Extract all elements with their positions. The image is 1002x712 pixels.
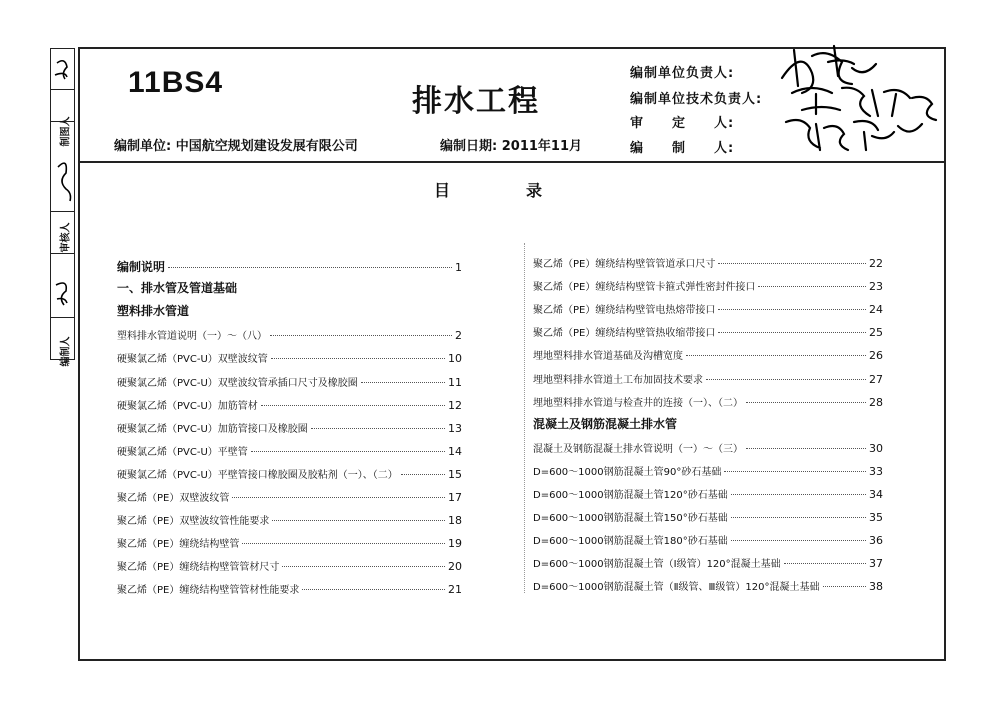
role-approver: 审 定 人: [630, 116, 735, 131]
toc-entry[interactable] [533, 278, 883, 293]
toc-entry[interactable] [533, 324, 883, 339]
toc-entry-title: D=600～1000钢筋混凝土管150°砂石基础 [533, 513, 728, 525]
toc-leader-dots [784, 563, 866, 564]
toc-entry-title: 聚乙烯（PE）缠绕结构壁管管材尺寸 [117, 562, 280, 574]
role-unit-head: 编制单位负责人: [630, 66, 735, 81]
toc-leader-dots [272, 520, 445, 521]
toc-leader-dots [746, 402, 866, 403]
toc-entry[interactable] [533, 463, 883, 478]
toc-leader-dots [168, 267, 452, 268]
toc-entry-page: 27 [869, 372, 883, 386]
toc-entry-title: 聚乙烯（PE）缠绕结构壁管管材性能要求 [117, 585, 300, 597]
toc-entry-title: 塑料排水管道说明（一）～（八） [117, 331, 267, 343]
toc-entry[interactable] [117, 397, 462, 412]
role-tech-head: 编制单位技术负责人: [630, 92, 763, 107]
toc-entry[interactable] [533, 486, 883, 501]
toc-entry[interactable] [533, 555, 883, 570]
toc-entry[interactable] [533, 394, 883, 409]
toc-entry-page: 20 [448, 560, 462, 574]
compile-date [440, 135, 582, 154]
header-divider [78, 161, 946, 163]
toc-section-heading: 一、排水管及管道基础 [117, 281, 238, 296]
sidebar-label-drafter: 制图人 [60, 116, 72, 147]
toc-entry-title: 硬聚氯乙烯（PVC-U）双壁波纹管承插口尺寸及橡胶圈 [117, 377, 358, 389]
toc-entry-page: 25 [869, 326, 883, 340]
toc-leader-dots [731, 540, 866, 541]
sidebar-label-reviewer: 审核人 [60, 222, 72, 253]
compiling-unit [114, 135, 358, 154]
toc-entry-title: 聚乙烯（PE）缠绕结构壁管管道承口尺寸 [533, 259, 716, 270]
toc-leader-dots [251, 451, 445, 452]
toc-title-right: 录 [526, 181, 543, 200]
atlas-code: 11BS4 [128, 66, 224, 99]
toc-entry-title: D=600～1000钢筋混凝土管180°砂石基础 [533, 536, 728, 548]
atlas-title: 排水工程 [412, 84, 540, 119]
toc-entry[interactable] [533, 255, 883, 270]
toc-entry-page: 28 [869, 395, 883, 409]
toc-leader-dots [361, 382, 445, 383]
toc-entry-page: 21 [448, 583, 462, 597]
toc-entry-title: 硬聚氯乙烯（PVC-U）平壁管 [117, 446, 248, 458]
toc-entry[interactable] [117, 512, 462, 527]
toc-entry-title: 硬聚氯乙烯（PVC-U）平壁管接口橡胶圈及胶粘剂（一）、（二） [117, 469, 398, 481]
toc-leader-dots [232, 497, 445, 498]
toc-entry[interactable] [117, 374, 462, 389]
toc-entry[interactable] [117, 489, 462, 504]
toc-leader-dots [718, 309, 866, 310]
toc-entry[interactable] [533, 532, 883, 547]
toc-leader-dots [302, 589, 445, 590]
toc-leader-dots [718, 332, 866, 333]
handwritten-signatures [772, 38, 962, 158]
toc-entry-page: 1 [455, 261, 462, 274]
toc-leader-dots [242, 543, 445, 544]
toc-entry-page: 13 [448, 421, 462, 435]
toc-entry-title: 埋地塑料排水管道与检查井的连接（一）、（二） [533, 397, 743, 409]
toc-entry[interactable] [533, 440, 883, 455]
toc-entry-title: 聚乙烯（PE）缠绕结构壁管卡箍式弹性密封件接口 [533, 282, 756, 294]
toc-leader-dots [311, 428, 445, 429]
toc-entry-title: D=600～1000钢筋混凝土管（Ⅰ级管）120°混凝土基础 [533, 559, 781, 571]
column-divider [524, 243, 525, 593]
toc-entry[interactable] [117, 535, 462, 550]
toc-leader-dots [746, 448, 866, 449]
toc-entry-page: 36 [869, 534, 883, 548]
toc-entry[interactable] [533, 371, 883, 386]
toc-entry-page: 2 [455, 329, 462, 343]
toc-entry-title: 埋地塑料排水管道土工布加固技术要求 [533, 374, 703, 386]
toc-entry[interactable] [117, 327, 462, 342]
toc-entry-title: 混凝土及钢筋混凝土排水管说明（一）～（三） [533, 443, 743, 455]
toc-entry-title: D=600～1000钢筋混凝土管90°砂石基础 [533, 466, 722, 478]
toc-leader-dots [271, 358, 445, 359]
toc-entry[interactable] [533, 301, 883, 316]
toc-entry-title: 编制说明 [117, 260, 166, 274]
toc-entry-page: 18 [448, 514, 462, 528]
toc-entry[interactable] [117, 350, 462, 365]
toc-entry-title: 聚乙烯（PE）缠绕结构壁管电热熔带接口 [533, 305, 716, 317]
toc-section-heading: 混凝土及钢筋混凝土排水管 [533, 416, 678, 431]
toc-entry-title: 埋地塑料排水管道基础及沟槽宽度 [533, 351, 683, 363]
date-label: 编制日期: [440, 139, 498, 154]
toc-entry-page: 33 [869, 464, 883, 478]
toc-entry-page: 30 [869, 441, 883, 455]
toc-entry-page: 15 [448, 467, 462, 481]
toc-entry-page: 22 [869, 257, 883, 270]
toc-leader-dots [823, 586, 866, 587]
toc-entry[interactable] [117, 558, 462, 573]
toc-leader-dots [718, 263, 866, 264]
toc-leader-dots [282, 566, 445, 567]
sidebar-signatures [51, 49, 73, 361]
role-compiler: 编 制 人: [630, 141, 735, 156]
toc-entry-title: 聚乙烯（PE）双壁波纹管 [117, 493, 230, 504]
signoff-strip [50, 48, 75, 367]
toc-leader-dots [731, 517, 866, 518]
toc-entry-title: D=600～1000钢筋混凝土管（Ⅱ级管、Ⅲ级管）120°混凝土基础 [533, 582, 820, 594]
toc-entry-page: 37 [869, 557, 883, 571]
date-value: 2011年11月 [501, 139, 583, 154]
toc-entry[interactable] [117, 466, 462, 481]
toc-entry-page: 19 [448, 537, 462, 551]
toc-entry-page: 14 [448, 444, 462, 458]
sidebar-label-editor: 编制人 [60, 336, 72, 367]
org-label: 编制单位: [114, 139, 172, 154]
toc-entry-page: 12 [448, 398, 462, 412]
toc-entry[interactable] [533, 347, 883, 362]
toc-leader-dots [270, 335, 452, 336]
toc-leader-dots [706, 379, 866, 380]
toc-section-heading: 塑料排水管道 [117, 304, 190, 319]
toc-entry[interactable] [117, 581, 462, 596]
org-name: 中国航空规划建设发展有限公司 [175, 139, 358, 154]
toc-leader-dots [686, 355, 866, 356]
toc-entry[interactable] [117, 443, 462, 458]
toc-entry-page: 34 [869, 488, 883, 501]
toc-entry-page: 23 [869, 280, 883, 294]
toc-entry-page: 10 [448, 352, 462, 366]
toc-entry-page: 17 [448, 491, 462, 504]
toc-entry-page: 24 [869, 303, 883, 317]
toc-entry[interactable] [533, 509, 883, 524]
toc-title-left: 目 [434, 181, 451, 200]
toc-entry-title: 聚乙烯（PE）缠绕结构壁管 [117, 539, 240, 551]
toc-leader-dots [724, 471, 866, 472]
toc-entry-title: 硬聚氯乙烯（PVC-U）加筋管材 [117, 400, 258, 412]
toc-entry-title: 聚乙烯（PE）双壁波纹管性能要求 [117, 516, 270, 528]
toc-entry[interactable] [117, 258, 462, 275]
toc-entry-title: 硬聚氯乙烯（PVC-U）双壁波纹管 [117, 354, 268, 366]
toc-entry-title: 聚乙烯（PE）缠绕结构壁管热收缩带接口 [533, 328, 716, 340]
toc-leader-dots [731, 494, 866, 495]
toc-entry[interactable] [533, 578, 883, 593]
toc-entry-title: 硬聚氯乙烯（PVC-U）加筋管接口及橡胶圈 [117, 423, 308, 435]
toc-entry-page: 26 [869, 349, 883, 363]
toc-entry-page: 38 [869, 580, 883, 594]
toc-entry-page: 11 [448, 375, 462, 389]
toc-entry-page: 35 [869, 511, 883, 525]
toc-entry-title: D=600～1000钢筋混凝土管120°砂石基础 [533, 490, 728, 501]
toc-leader-dots [261, 405, 445, 406]
toc-leader-dots [401, 474, 445, 475]
toc-entry[interactable] [117, 420, 462, 435]
toc-leader-dots [758, 286, 866, 287]
